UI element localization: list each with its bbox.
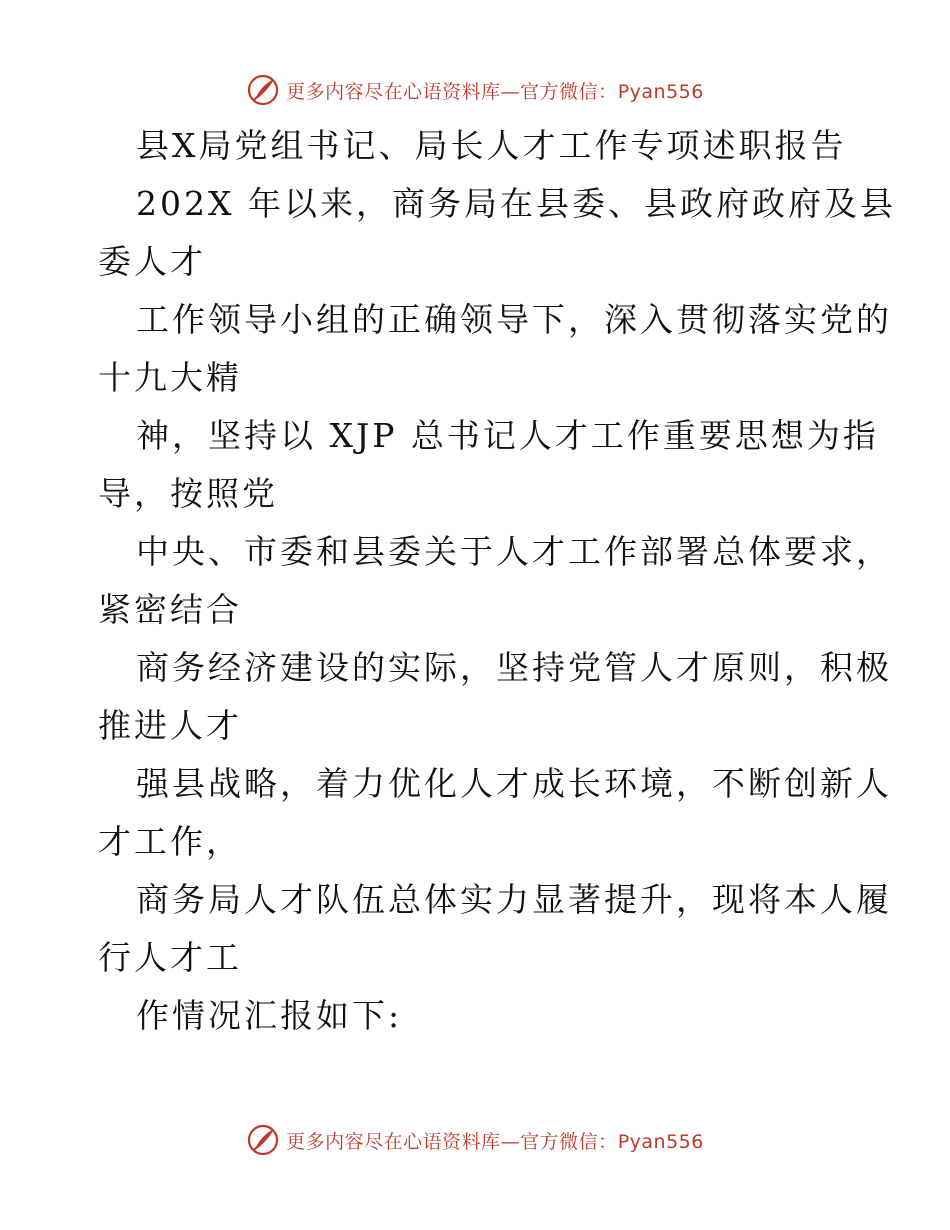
watermark-text	[286, 1127, 704, 1154]
paragraph-line: 工作领导小组的正确领导下，深入贯彻落实党的	[136, 300, 892, 339]
watermark-dash: —	[500, 1130, 521, 1153]
watermark-wechat-id: Pyan556	[617, 80, 704, 103]
paragraph-line: 委人才	[98, 242, 206, 281]
footer-watermark	[0, 1120, 950, 1160]
watermark-wechat-text: 官方微信：	[520, 1130, 618, 1153]
watermark-text	[286, 77, 704, 104]
watermark-wechat-id: Pyan556	[617, 1130, 704, 1153]
paragraph-line: 202X 年以来，商务局在县委、县政府政府及县	[136, 184, 896, 223]
paragraph-line: 中央、市委和县委关于人才工作部署总体要求，	[136, 532, 892, 571]
header-watermark	[0, 70, 950, 110]
watermark-site-text: 更多内容尽在心语资料库	[286, 1130, 501, 1153]
watermark-dash: —	[500, 80, 521, 103]
paragraph-line: 作情况汇报如下:	[136, 996, 403, 1035]
quill-logo-icon	[246, 73, 280, 107]
paragraph-line: 商务经济建设的实际，坚持党管人才原则，积极	[136, 648, 892, 687]
watermark-wechat-text: 官方微信：	[520, 80, 618, 103]
paragraph-line: 十九大精	[98, 358, 242, 397]
quill-logo-icon	[246, 1123, 280, 1157]
paragraph-line: 行人才工	[98, 938, 242, 977]
paragraph-line: 推进人才	[98, 706, 242, 745]
paragraph-line: 强县战略，着力优化人才成长环境，不断创新人	[136, 764, 892, 803]
paragraph-line: 导，按照党	[98, 474, 278, 513]
paragraph-line: 商务局人才队伍总体实力显著提升，现将本人履	[136, 880, 892, 919]
document-title: 县X局党组书记、局长人才工作专项述职报告	[136, 126, 847, 165]
paragraph-line: 才工作，	[98, 822, 242, 861]
paragraph-line: 紧密结合	[98, 590, 242, 629]
watermark-site-text: 更多内容尽在心语资料库	[286, 80, 501, 103]
paragraph-line: 神，坚持以 XJP 总书记人才工作重要思想为指	[136, 416, 879, 455]
